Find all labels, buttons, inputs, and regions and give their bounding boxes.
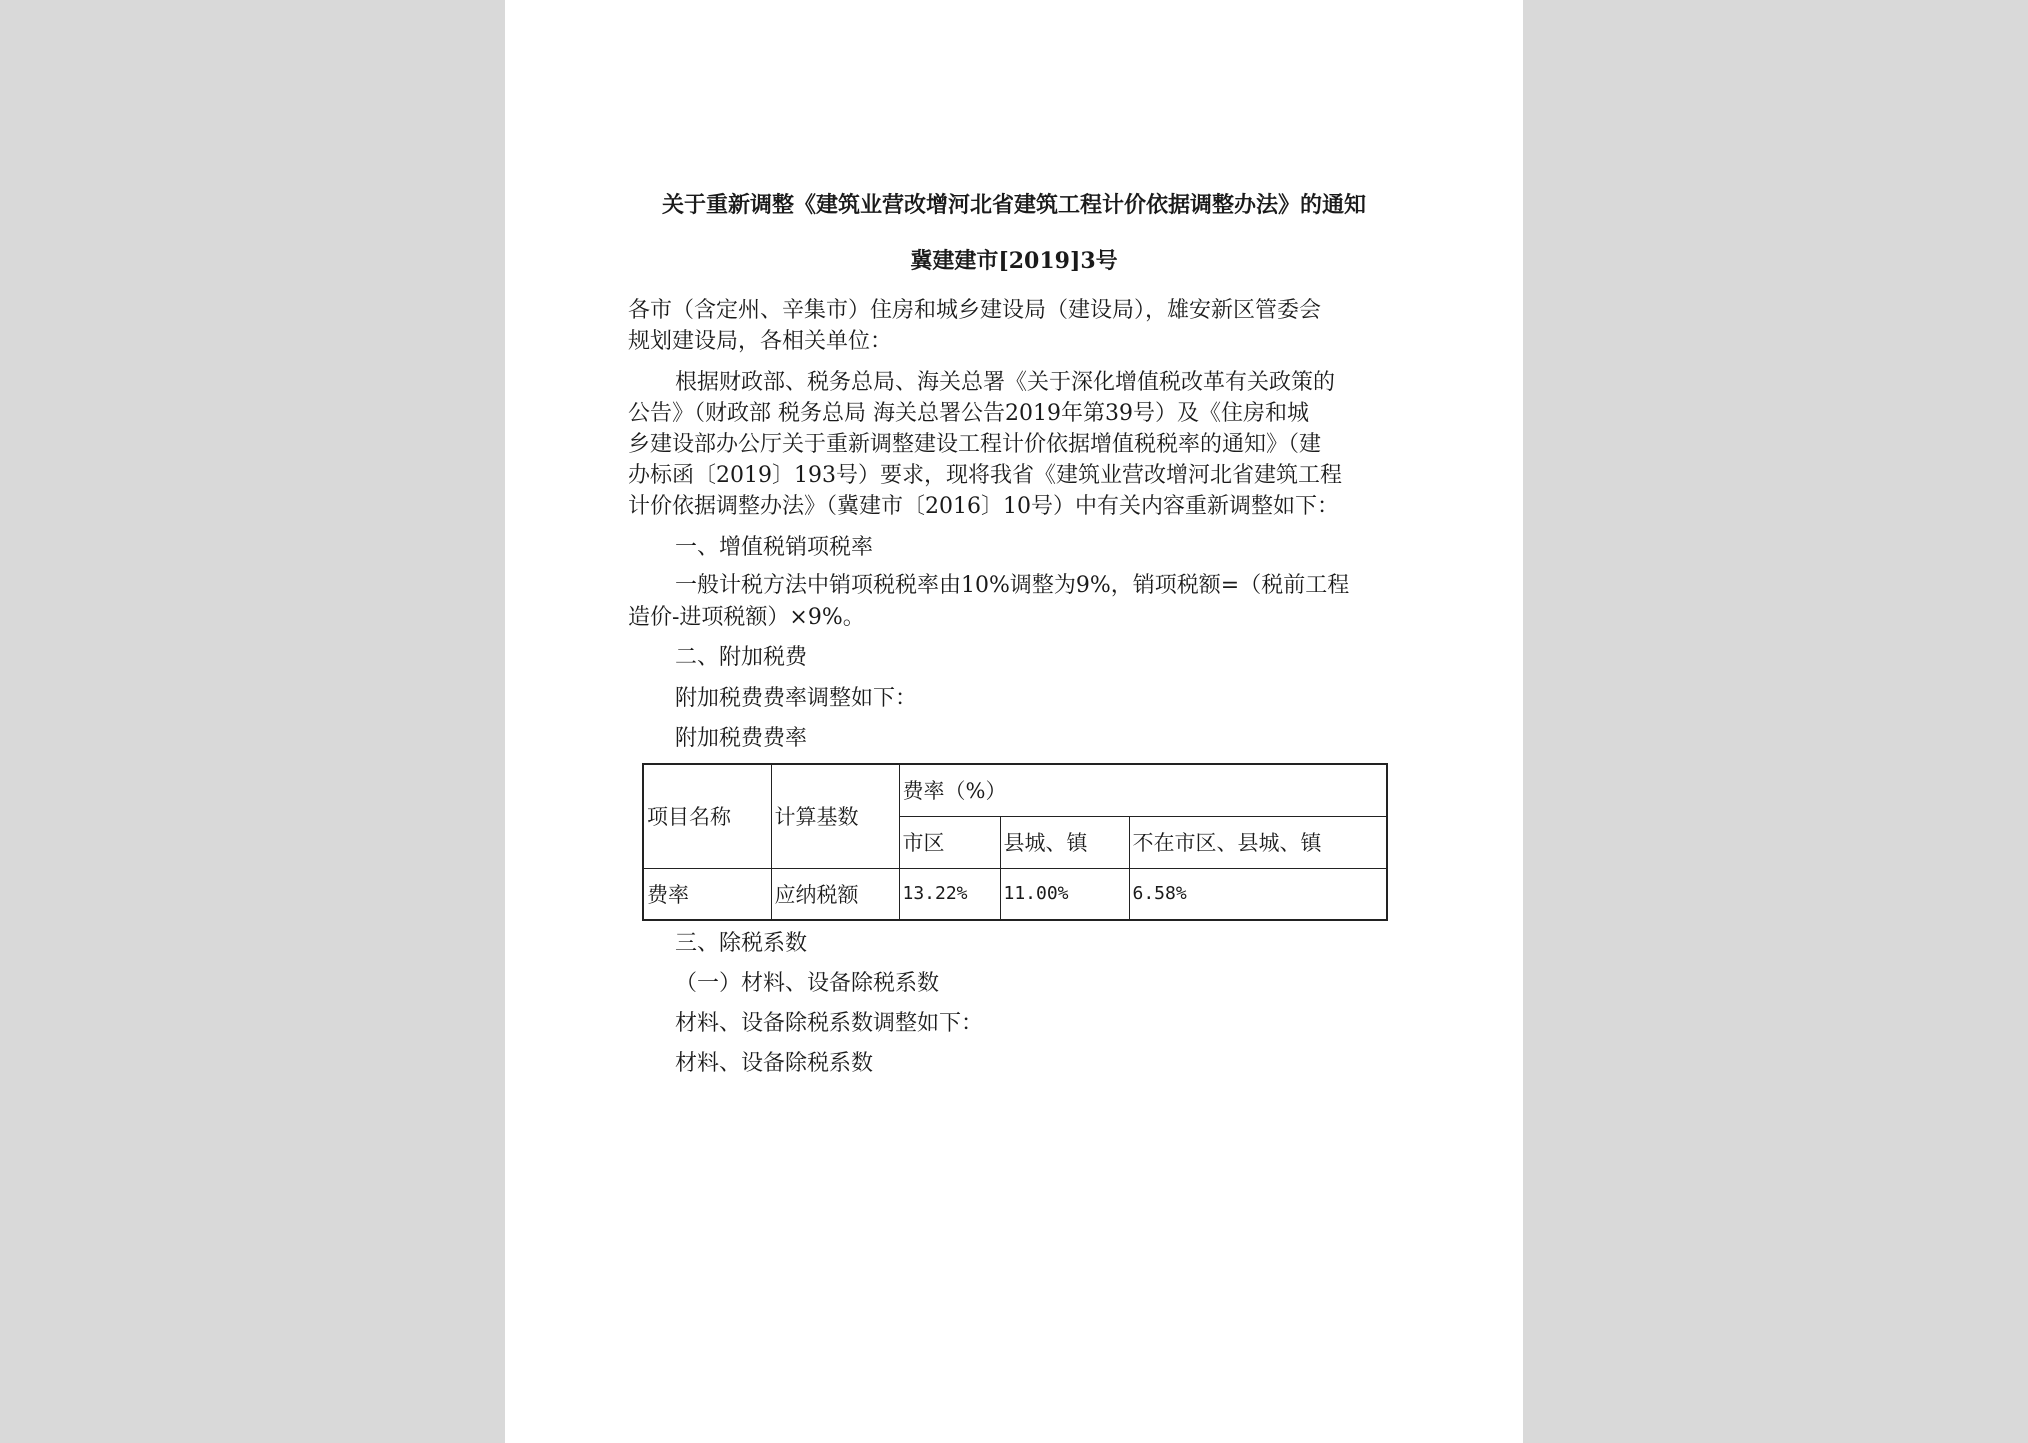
document-number: 冀建建市[2019]3号 <box>910 248 1118 274</box>
subheader-city: 市区 <box>899 816 1000 868</box>
document-page <box>505 0 1523 1443</box>
paragraph-1-line-1: 根据财政部、税务总局、海关总署《关于深化增值税改革有关政策的 <box>675 370 1336 395</box>
section-3-subheading: （一）材料、设备除税系数 <box>675 971 940 996</box>
paragraph-5: 材料、设备除税系数 <box>675 1051 874 1076</box>
table-row <box>643 868 1387 920</box>
paragraph-1-line-3: 乡建设部办公厅关于重新调整建设工程计价依据增值税税率的通知》（建 <box>628 432 1322 457</box>
table-header-row <box>643 764 1387 816</box>
header-rate: 费率（%） <box>899 764 1387 816</box>
row-rate-city: 13.22% <box>899 868 1000 920</box>
row-rate-other: 6.58% <box>1129 868 1387 920</box>
paragraph-3: 附加税费费率调整如下： <box>675 686 918 711</box>
paragraph-1-line-2: 公告》（财政部 税务总局 海关总署公告2019年第39号）及《住房和城 <box>628 401 1309 426</box>
subheader-other: 不在市区、县城、镇 <box>1129 816 1387 868</box>
paragraph-2-line-2: 造价-进项税额）×9%。 <box>628 605 865 630</box>
paragraph-1-line-4: 办标函〔2019〕193号）要求，现将我省《建筑业营改增河北省建筑工程 <box>628 463 1342 488</box>
row-rate-county: 11.00% <box>1000 868 1129 920</box>
header-item-name: 项目名称 <box>643 764 771 868</box>
section-3-heading: 三、除税系数 <box>675 931 808 956</box>
addressee-line-1: 各市（含定州、辛集市）住房和城乡建设局（建设局），雄安新区管委会 <box>628 298 1322 323</box>
subheader-county: 县城、镇 <box>1000 816 1129 868</box>
document-title: 关于重新调整《建筑业营改增河北省建筑工程计价依据调整办法》的通知 <box>661 192 1366 218</box>
header-calc-base: 计算基数 <box>771 764 899 868</box>
surcharge-rate-table <box>642 763 1388 921</box>
paragraph-2-line-1: 一般计税方法中销项税税率由10%调整为9%，销项税额=（税前工程 <box>675 573 1350 598</box>
section-1-heading: 一、增值税销项税率 <box>675 535 874 560</box>
paragraph-4: 材料、设备除税系数调整如下： <box>675 1011 984 1036</box>
section-2-heading: 二、附加税费 <box>675 645 808 670</box>
row-label: 费率 <box>643 868 771 920</box>
row-base: 应纳税额 <box>771 868 899 920</box>
paragraph-1-line-5: 计价依据调整办法》（冀建市〔2016〕10号）中有关内容重新调整如下： <box>628 494 1339 519</box>
addressee-line-2: 规划建设局，各相关单位： <box>628 329 893 354</box>
table-caption: 附加税费费率 <box>675 726 808 751</box>
